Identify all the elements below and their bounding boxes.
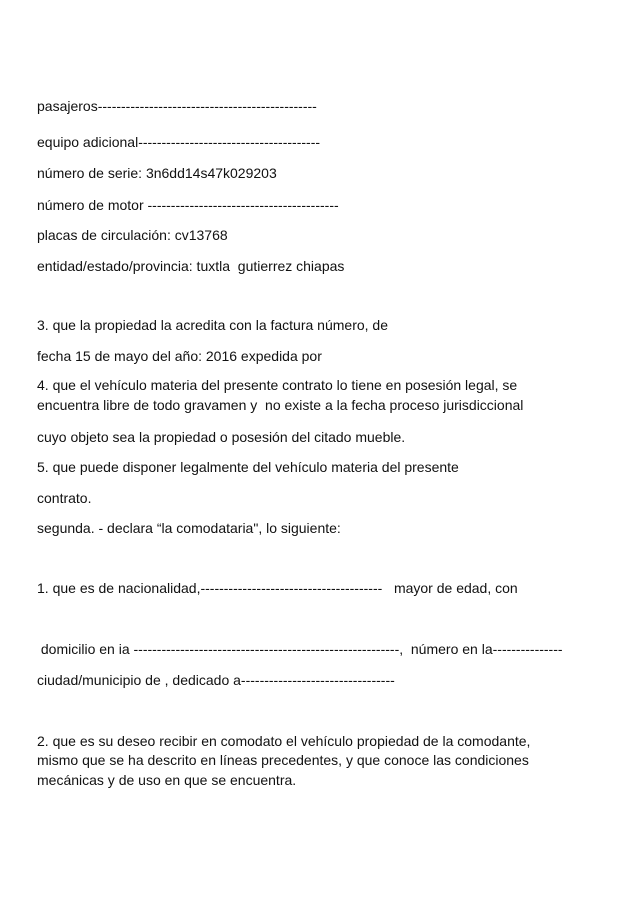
text-line-nacionalidad: 1. que es de nacionalidad,--------------------------------------- mayor de edad, con bbox=[37, 580, 518, 596]
text-line-segunda-heading: segunda. - declara “la comodataria", lo siguiente: bbox=[37, 520, 341, 536]
text-line-equipo-adicional: equipo adicional--------------------------------------- bbox=[37, 134, 321, 150]
text-line-clause-2a: 2. que es su deseo recibir en comodato el vehículo propiedad de la comodante, bbox=[37, 733, 531, 749]
text-line-clause-5a: 5. que puede disponer legalmente del vehículo materia del presente bbox=[37, 459, 459, 475]
text-line-ciudad: ciudad/municipio de , dedicado a--------------------------------- bbox=[37, 672, 395, 688]
text-line-placas: placas de circulación: cv13768 bbox=[37, 227, 228, 243]
text-line-pasajeros: pasajeros----------------------------------------------- bbox=[37, 98, 317, 114]
text-line-entidad: entidad/estado/provincia: tuxtla gutierrez chiapas bbox=[37, 258, 345, 274]
text-line-clause-2b: mismo que se ha descrito en líneas precedentes, y que conoce las condiciones bbox=[37, 752, 529, 768]
text-line-clause-5b: contrato. bbox=[37, 490, 92, 506]
text-line-domicilio: domicilio en ia ---------------------------------------------------------, número en la--------------- bbox=[37, 641, 563, 657]
text-line-clause-3a: 3. que la propiedad la acredita con la factura número, de bbox=[37, 317, 389, 333]
text-line-clause-2c: mecánicas y de uso en que se encuentra. bbox=[37, 772, 297, 788]
text-line-numero-motor: número de motor ----------------------------------------- bbox=[37, 197, 339, 213]
text-line-clause-4b: encuentra libre de todo gravamen y no existe a la fecha proceso jurisdiccional bbox=[37, 397, 524, 413]
text-line-clause-4c: cuyo objeto sea la propiedad o posesión del citado mueble. bbox=[37, 429, 406, 445]
text-line-clause-4a: 4. que el vehículo materia del presente contrato lo tiene en posesión legal, se bbox=[37, 377, 518, 393]
text-line-clause-3b: fecha 15 de mayo del año: 2016 expedida por bbox=[37, 348, 322, 364]
text-line-numero-serie: número de serie: 3n6dd14s47k029203 bbox=[37, 165, 277, 181]
